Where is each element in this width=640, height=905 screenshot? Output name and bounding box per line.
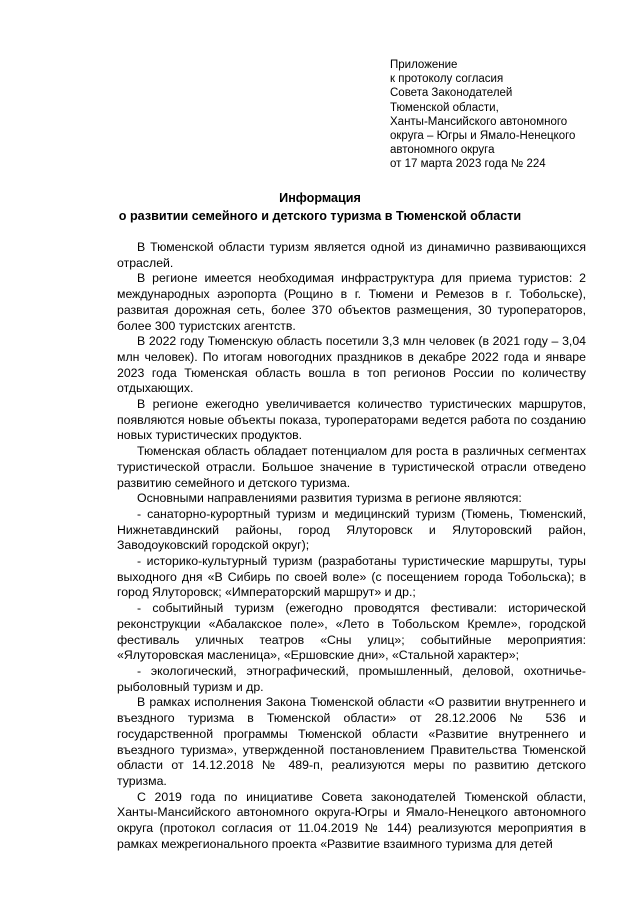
appendix-line: округа – Югры и Ямало-Ненецкого [390, 130, 576, 143]
appendix-line: от 17 марта 2023 года № 224 [390, 158, 546, 171]
list-item: - историко-культурный туризм (разработаны туристические маршруты, туры выходного дня «В Сибирь по своей воле» (с посещением города Тобольска); в город Ялуторовск; «Императорский маршрут» и др.; [117, 554, 586, 600]
appendix-block [390, 58, 625, 172]
body-paragraph: С 2019 года по инициативе Совета законодателей Тюменской области, Ханты-Мансийского автономного округа-Югры и Ямало-Ненецкого автономного округа (протокол согласия от 11.04.2019 № 144) реализуются мероприятия в рамках межрегионального проекта «Развитие взаимного туризма для детей [117, 789, 586, 851]
appendix-line: Тюменской области, [390, 101, 499, 114]
list-item: - экологический, этнографический, промышленный, деловой, охотничье-рыболовный туризм и др. [117, 663, 586, 694]
appendix-line: Приложение [390, 59, 458, 71]
document-body [117, 240, 586, 852]
appendix-line: Ханты-Мансийского автономного [390, 115, 568, 128]
body-paragraph: В регионе ежегодно увеличивается количество туристических маршрутов, появляются новые объекты показа, туроператорами ведется работа по созданию новых туристических продуктов. [117, 397, 586, 443]
appendix-line: к протоколу согласия [390, 73, 504, 86]
body-paragraph: В рамках исполнения Закона Тюменской области «О развитии внутреннего и въездного туризма в Тюменской области» от 28.12.2006 № 536 и государственной программы Тюменской области «Развитие внутреннего и въездного туризма», утвержденной постановлением Правительства Тюменской области от 14.12.2018 № 489-п, реализуются меры по развитию детского туризма. [117, 695, 586, 788]
appendix-line: автономного округа [390, 144, 495, 157]
list-item: - событийный туризм (ежегодно проводятся фестивали: исторической реконструкции «Абалакское поле», «Лето в Тобольском Кремле», городской фестиваль уличных театров «Сны улиц»; событийные мероприятия: «Ялуторовская масленица», «Ершовские дни», «Стальной характер»; [117, 601, 586, 663]
document-title: Информация [279, 191, 361, 205]
body-paragraph: В Тюменской области туризм является одной из динамично развивающихся отраслей. [117, 240, 586, 270]
body-paragraph: В 2022 году Тюменскую область посетили 3,3 млн человек (в 2021 году – 3,04 млн человек). По итогам новогодних праздников в декабре 2022 года и январе 2023 года Тюменская область вошла в топ регионов России по количеству отдыхающих. [117, 334, 586, 396]
body-paragraph: В регионе имеется необходимая инфраструктура для приема туристов: 2 международных аэропорта (Рощино в г. Тюмени и Ремезов в г. Тобольске), развитая дорожная сеть, более 370 объектов размещения, 30 туроператоров, более 300 туристских агентств. [117, 271, 586, 333]
document-subtitle: о развитии семейного и детского туризма в Тюменской области [118, 209, 522, 223]
list-item: - санаторно-курортный туризм и медицинский туризм (Тюмень, Тюменский, Нижнетавдинский районы, город Ялуторовск и Ялуторовский район, Заводоуковский городской округ); [117, 506, 586, 553]
appendix-line: Совета Законодателей [390, 87, 513, 100]
body-paragraph: Тюменская область обладает потенциалом для роста в различных сегментах туристической отрасли. Большое значение в туристической отрасли отведено развитию семейного и детского туризма. [117, 444, 586, 490]
body-paragraph: Основными направлениями развития туризма в регионе являются: [137, 491, 522, 506]
